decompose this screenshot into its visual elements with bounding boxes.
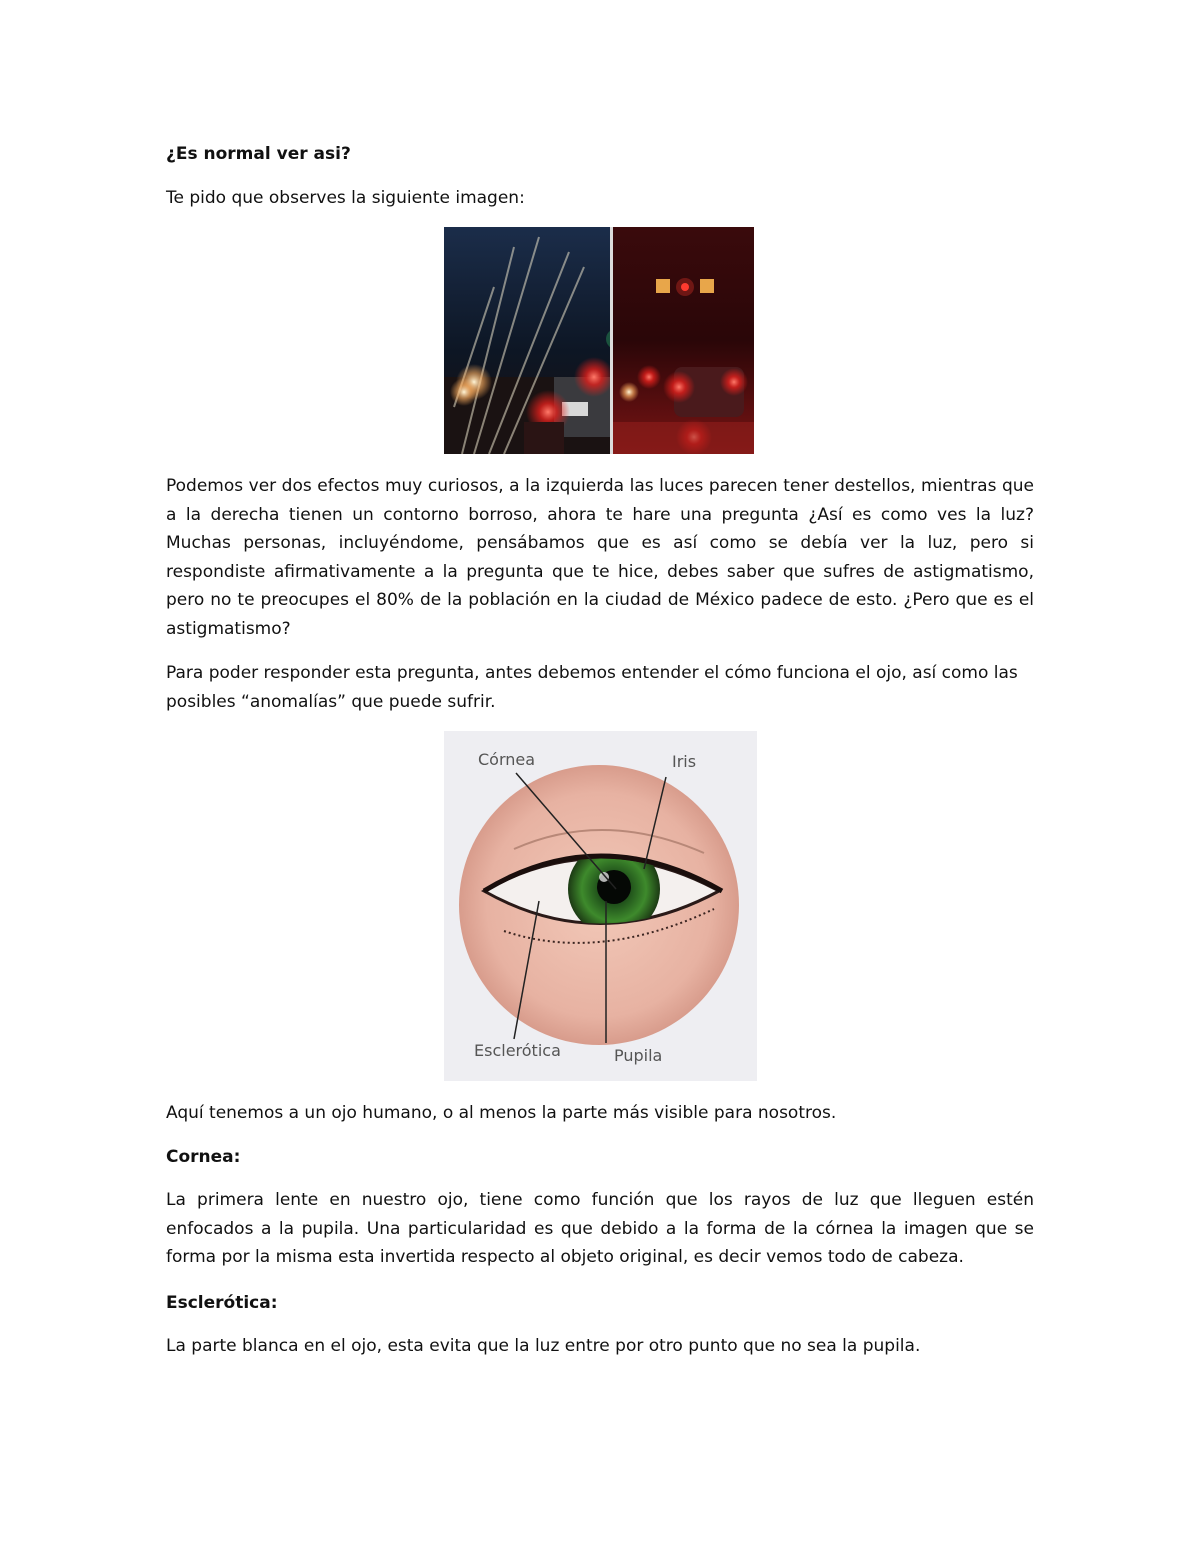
- cornea-text: La primera lente en nuestro ojo, tiene como función que los rayos de luz que lleguen estén enfocados a la pupila. Una particularidad es que debido a la forma de la córnea la imagen que se forma por la misma esta invertida respecto al objeto original, es decir vemos todo de cabeza.: [166, 1190, 1034, 1268]
- label-iris: Iris: [672, 752, 697, 771]
- page-heading: ¿Es normal ver asi?: [166, 144, 351, 164]
- eye-anatomy-diagram: [444, 731, 757, 1081]
- paragraph-eye-function: Para poder responder esta pregunta, antes debemos entender el cómo funciona el ojo, así como las posibles “anomalías” que puede sufrir.: [166, 663, 1018, 712]
- esclerotica-heading: Esclerótica:: [166, 1293, 278, 1313]
- label-cornea: Córnea: [478, 750, 536, 769]
- paragraph-astigmatism-intro: Podemos ver dos efectos muy curiosos, a la izquierda las luces parecen tener destellos, mientras que a la derecha tienen un contorno borroso, ahora te hare una pregunta ¿Así es como ves la luz? Muchas personas, incluyéndome, pensábamos que es así como se debía ver la luz, pero si respondiste afirmativamente a la pregunta que te hice, debes saber que sufres de astigmatismo, pero no te preocupes el 80% de la población en la ciudad de México padece de esto. ¿Pero que es el astigmatismo?: [166, 476, 1034, 639]
- night-traffic-lights-photo: [444, 227, 754, 454]
- label-pupila: Pupila: [614, 1046, 663, 1065]
- label-esclerotica: Esclerótica: [474, 1041, 561, 1060]
- cornea-heading: Cornea:: [166, 1147, 241, 1167]
- paragraph-human-eye: Aquí tenemos a un ojo humano, o al menos la parte más visible para nosotros.: [166, 1103, 837, 1123]
- esclerotica-text: La parte blanca en el ojo, esta evita que la luz entre por otro punto que no sea la pupila.: [166, 1336, 921, 1356]
- intro-text: Te pido que observes la siguiente imagen:: [166, 188, 525, 208]
